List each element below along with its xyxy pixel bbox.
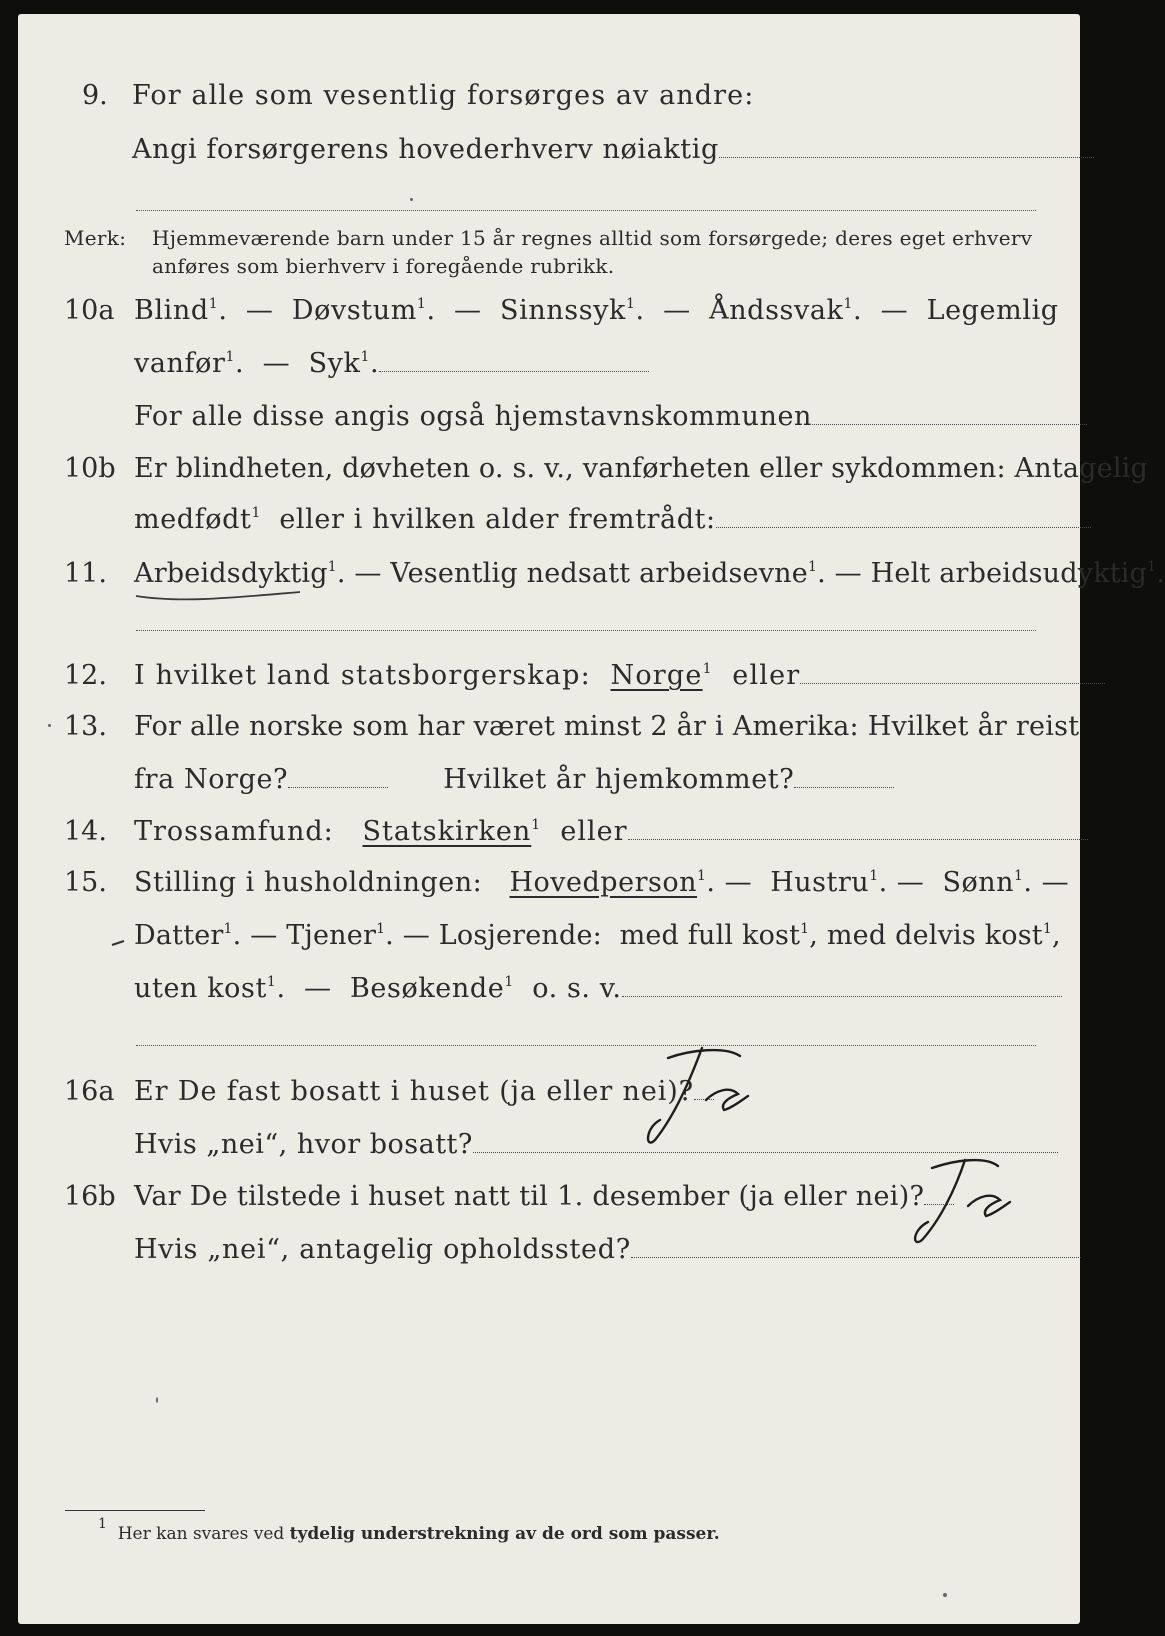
q10a-line2: vanfør$^1$. — Syk$^1$. bbox=[134, 350, 649, 377]
opt-datter[interactable]: Datter bbox=[134, 920, 224, 951]
opt-legemlig[interactable]: Legemlig bbox=[926, 295, 1059, 326]
q13-number: 13. bbox=[64, 711, 107, 742]
q13-line2 bbox=[134, 766, 894, 793]
q16a-number: 16a bbox=[64, 1076, 115, 1107]
q14-line: Trossamfund: Statskirken$^1$ eller bbox=[134, 818, 1088, 845]
q10a-fill-line[interactable] bbox=[379, 370, 649, 372]
q13-hjemkommet: Hvilket år hjemkommet? bbox=[443, 764, 795, 795]
q16a-line1 bbox=[134, 1078, 714, 1105]
opt-delvis-kost[interactable]: med delvis kost bbox=[826, 920, 1043, 951]
q11-line: Arbeidsdyktig$^1$. — Vesentlig nedsatt arbeidsevne$^1$. — Helt arbeidsudyktig$^1$. bbox=[134, 558, 1165, 589]
q15-line1: Stilling i husholdningen: Hovedperson$^1$. — Hustru$^1$. — Sønn$^1$. — bbox=[134, 867, 1070, 898]
q15-fill-line[interactable] bbox=[622, 995, 1062, 997]
q10b-line2: medfødt$^1$ eller i hvilken alder fremtrådt: bbox=[134, 506, 1091, 533]
q9-number: 9. bbox=[82, 80, 108, 111]
q15-text: Stilling i husholdningen: bbox=[134, 867, 483, 898]
q14-eller: eller bbox=[560, 816, 628, 847]
q10a-hjemstavn-text: For alle disse angis også hjemstavnskommunen bbox=[134, 401, 813, 432]
q9-line2-text: Angi forsørgerens hovederhverv nøiaktig bbox=[132, 134, 719, 165]
footnote-mark: 1 bbox=[98, 1516, 107, 1532]
opt-vesentlig-nedsatt[interactable]: Vesentlig nedsatt arbeidsevne bbox=[390, 558, 808, 589]
speck bbox=[48, 724, 51, 727]
opt-andssvak[interactable]: Åndssvak bbox=[709, 295, 844, 326]
q9-fill-line[interactable] bbox=[719, 156, 1094, 158]
q16b-line2 bbox=[134, 1236, 1081, 1263]
opt-arbeidsdyktig[interactable]: Arbeidsdyktig bbox=[134, 558, 328, 589]
q16b-number: 16b bbox=[64, 1181, 116, 1212]
merk-line2: anføres som bierhverv i foregående rubrikk. bbox=[152, 254, 615, 278]
q14-text: Trossamfund: bbox=[134, 816, 334, 847]
opt-vanfor[interactable]: vanfør bbox=[134, 348, 226, 379]
q10b-line2-text: eller i hvilken alder fremtrådt: bbox=[279, 504, 716, 535]
q16b-fill-line[interactable] bbox=[631, 1256, 1081, 1258]
q14-number: 14. bbox=[64, 816, 107, 847]
q12-eller: eller bbox=[732, 660, 801, 691]
q16a-hvis-nei: Hvis „nei“, hvor bosatt? bbox=[134, 1129, 473, 1160]
opt-hovedperson[interactable]: Hovedperson bbox=[509, 867, 697, 898]
q10a-number: 10a bbox=[64, 295, 115, 326]
q9-extra-fill-line[interactable] bbox=[136, 210, 1036, 211]
speck bbox=[156, 1397, 158, 1403]
q10a-line1: Blind$^1$. — Døvstum$^1$. — Sinnssyk$^1$. — Åndssvak$^1$. — Legemlig bbox=[134, 295, 1059, 326]
q10a-line3 bbox=[134, 403, 1087, 430]
q16a-answer-field[interactable] bbox=[694, 1098, 714, 1100]
opt-norge[interactable]: Norge bbox=[610, 660, 703, 691]
speck bbox=[410, 198, 413, 201]
q9-line2 bbox=[132, 136, 1094, 163]
opt-dovstum[interactable]: Døvstum bbox=[291, 295, 417, 326]
footnote bbox=[98, 1516, 720, 1544]
q13-reist-fill[interactable] bbox=[288, 786, 388, 788]
q10b-number: 10b bbox=[64, 453, 116, 484]
q16a-line2 bbox=[134, 1131, 1058, 1158]
q13-fra-norge: fra Norge? bbox=[134, 764, 289, 795]
q15-line2: Datter$^1$. — Tjener$^1$. — Losjerende: med full kost$^1$, med delvis kost$^1$, bbox=[134, 920, 1061, 951]
q15-extra-fill-line[interactable] bbox=[136, 1045, 1036, 1046]
merk-label: Merk: bbox=[64, 226, 127, 250]
q13-line1: For alle norske som har været minst 2 år i Amerika: Hvilket år reist bbox=[134, 711, 1080, 742]
opt-sonn[interactable]: Sønn bbox=[942, 867, 1014, 898]
opt-sinnssyk[interactable]: Sinnssyk bbox=[499, 295, 627, 326]
opt-full-kost[interactable]: med full kost bbox=[619, 920, 801, 951]
q16a-fill-line[interactable] bbox=[473, 1151, 1058, 1153]
q16b-text: Var De tilstede i huset natt til 1. desember (ja eller nei)? bbox=[134, 1181, 925, 1212]
q16a-text: Er De fast bosatt i huset (ja eller nei)? bbox=[134, 1076, 695, 1107]
opt-besokende[interactable]: Besøkende bbox=[349, 973, 505, 1004]
q16b-hvis-nei: Hvis „nei“, antagelig opholdssted? bbox=[134, 1234, 631, 1265]
q10a-hjemstavn-fill[interactable] bbox=[812, 423, 1087, 425]
q9-line1: For alle som vesentlig forsørges av andre: bbox=[132, 80, 755, 111]
underline-arbeidsdyktig-stroke bbox=[136, 592, 300, 599]
q15-number: 15. bbox=[64, 867, 107, 898]
opt-medfodt[interactable]: medfødt bbox=[134, 504, 252, 535]
footnote-rule bbox=[65, 1510, 205, 1511]
speck bbox=[943, 1593, 947, 1597]
opt-blind[interactable]: Blind bbox=[134, 295, 209, 326]
q16b-line1 bbox=[134, 1183, 954, 1210]
opt-syk[interactable]: Syk bbox=[308, 348, 361, 379]
opt-losjerende: Losjerende: bbox=[438, 920, 602, 951]
opt-tjener[interactable]: Tjener bbox=[286, 920, 377, 951]
q15-osv: o. s. v. bbox=[532, 973, 622, 1004]
q12-fill-line[interactable] bbox=[800, 682, 1105, 684]
q15-line3: uten kost$^1$. — Besøkende$^1$ o. s. v. bbox=[134, 975, 1062, 1002]
footnote-text-plain: Her kan svares ved bbox=[117, 1524, 285, 1544]
q10b-fill-line[interactable] bbox=[716, 526, 1091, 528]
q12-text: I hvilket land statsborgerskap: bbox=[134, 660, 591, 691]
q12-number: 12. bbox=[64, 660, 107, 691]
merk-line1: Hjemmeværende barn under 15 år regnes alltid som forsørgede; deres eget erhverv bbox=[152, 226, 1033, 250]
q14-fill-line[interactable] bbox=[628, 838, 1088, 840]
q11-number: 11. bbox=[64, 558, 107, 589]
stray-mark bbox=[112, 941, 124, 945]
q12-line: I hvilket land statsborgerskap: Norge$^1$ eller bbox=[134, 662, 1105, 689]
q16b-answer-field[interactable] bbox=[924, 1203, 954, 1205]
q10b-line1: Er blindheten, døvheten o. s. v., vanførheten eller sykdommen: Antagelig bbox=[134, 453, 1148, 484]
opt-hustru[interactable]: Hustru bbox=[770, 867, 870, 898]
q11-extra-fill-line[interactable] bbox=[136, 630, 1036, 631]
opt-uten-kost[interactable]: uten kost bbox=[134, 973, 267, 1004]
q13-hjemkommet-fill[interactable] bbox=[794, 786, 894, 788]
footnote-text-bold: tydelig understrekning av de ord som passer. bbox=[289, 1524, 720, 1544]
opt-statskirken[interactable]: Statskirken bbox=[362, 816, 532, 847]
opt-helt-arbeidsudyktig[interactable]: Helt arbeidsudyktig bbox=[870, 558, 1148, 589]
